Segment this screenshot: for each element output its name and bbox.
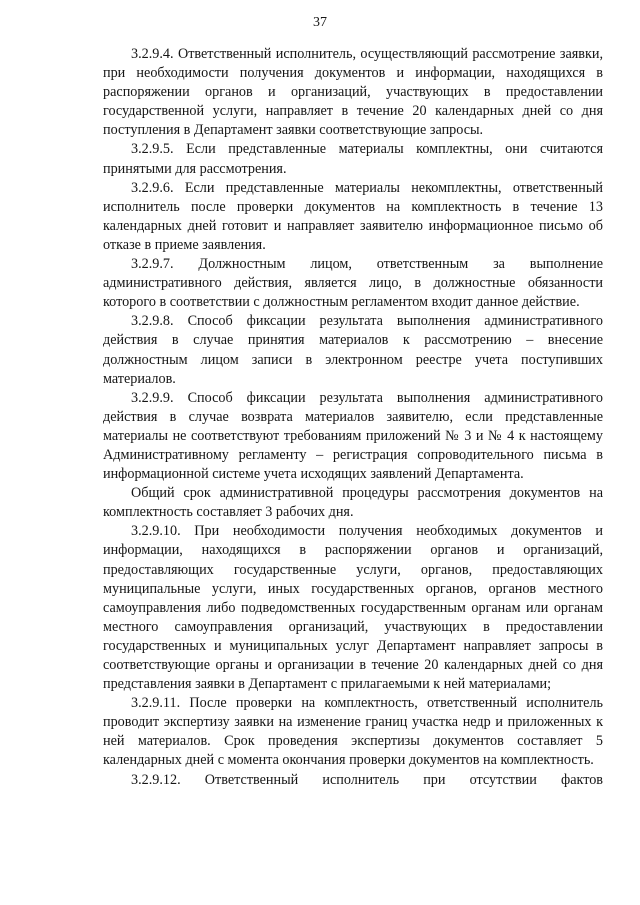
paragraph-total-term: Общий срок административной процедуры рассмотрения документов на комплектность составляет 3 рабочих дня. — [103, 485, 603, 521]
paragraph-3-2-9-8: 3.2.9.8. Способ фиксации результата выполнения административного действия в случае принятия материалов к рассмотрению – внесение должностным лицом записи в электронном реестре учета поступивших материалов. — [103, 313, 603, 387]
paragraph-3-2-9-10: 3.2.9.10. При необходимости получения необходимых документов и информации, находящихся в распоряжении органов и организаций, предоставляющих государственные услуги, органов, предоставляющих муниципальные услуги, иных государственных органов, органов местного самоуправления либо подведомственных государственным органам или органам местного самоуправления организаций, участвующих в предоставлении государственных и муниципальных услуг Департамент направляет запросы в соответствующие органы и организации в течение 20 календарных дней со дня представления заявки в Департамент с прилагаемыми к ней материалами; — [103, 523, 603, 693]
paragraph-3-2-9-12: 3.2.9.12. Ответственный исполнитель при отсутствии фактов — [131, 771, 603, 788]
paragraph-3-2-9-4: 3.2.9.4. Ответственный исполнитель, осуществляющий рассмотрение заявки, при необходимости получения документов и информации, находящихся в распоряжении органов и организаций, участвующих в предоставлении государственной услуги, направляет в течение 20 календарных дней со дня поступления в Департамент заявки соответствующие запросы. — [103, 46, 603, 139]
paragraph-3-2-9-9: 3.2.9.9. Способ фиксации результата выполнения административного действия в случае возврата материалов заявителю, если представленные материалы не соответствуют требованиям приложений № 3 и № 4 к настоящему Административному регламенту – регистрация сопроводительного письма в информационной системе учета исходящих заявлений Департамента. — [103, 389, 603, 483]
paragraph-3-2-9-7: 3.2.9.7. Должностным лицом, ответственным за выполнение административного действия, является лицо, в должностные обязанности которого в соответствии с должностным регламентом входит данное действие. — [103, 256, 603, 311]
paragraph-3-2-9-6: 3.2.9.6. Если представленные материалы некомплектны, ответственный исполнитель после проверки документов на комплектность в течение 13 календарных дней готовит и направляет заявителю информационное письмо об отказе в приеме заявления. — [103, 179, 603, 253]
page-number: 37 — [313, 15, 327, 30]
document-body — [103, 45, 603, 790]
paragraph-3-2-9-5: 3.2.9.5. Если представленные материалы комплектны, они считаются принятыми для рассмотрения. — [103, 141, 603, 177]
paragraph-3-2-9-11: 3.2.9.11. После проверки на комплектность, ответственный исполнитель проводит экспертизу заявки на изменение границ участка недр и приложенных к ней материалов. Срок проведения экспертизы документов составляет 5 календарных дней с момента окончания проверки документов на комплектность. — [103, 695, 603, 769]
